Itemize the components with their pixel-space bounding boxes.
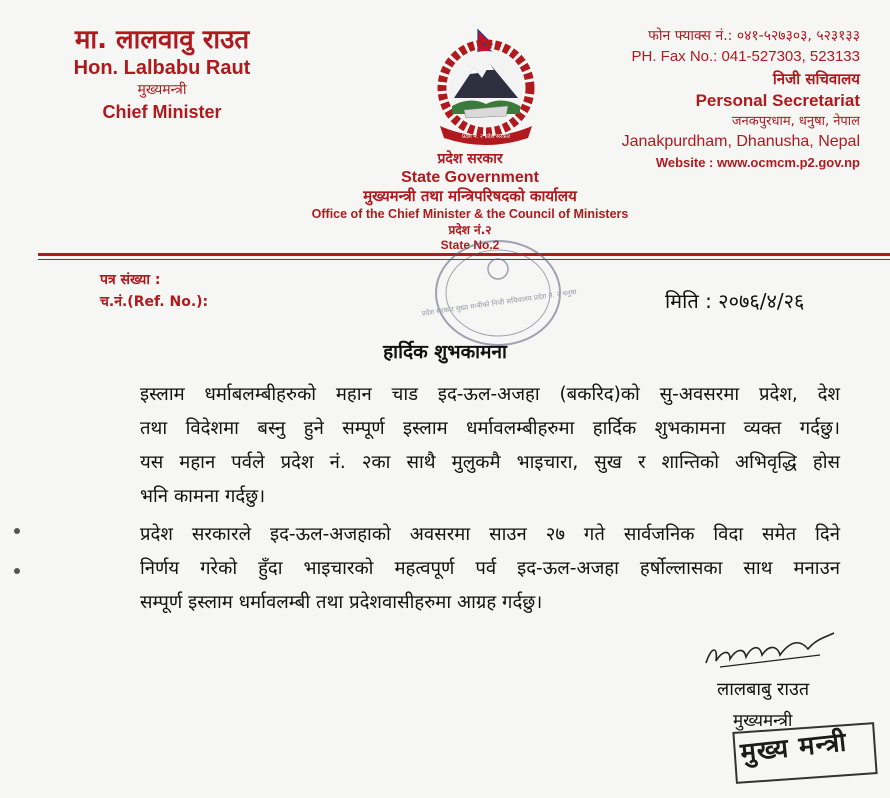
office-np: मुख्यमन्त्री तथा मन्त्रिपरिषदको कार्यालय — [363, 187, 577, 205]
website: Website : www.ocmcm.p2.gov.np — [655, 155, 860, 170]
body-paragraph-1 — [140, 378, 840, 514]
signer-title: मुख्यमन्त्री — [733, 711, 793, 731]
stamp-text: मुख्य मन्त्री — [738, 727, 849, 769]
paragraph-line: निर्णय गरेको हुँदा भाइचारको महत्वपूर्ण पर्व इद-ऊल-अजहा हर्षोल्लासका साथ मनाउन — [140, 558, 840, 579]
dept-np: निजी सचिवालय — [772, 70, 860, 88]
state-en: State No.2 — [440, 238, 500, 252]
signature-icon — [700, 625, 840, 675]
signer-name: लालबाबु राउत — [717, 679, 810, 700]
dept-en: Personal Secretariat — [695, 91, 860, 110]
body-paragraph-2 — [140, 518, 840, 620]
punch-hole — [14, 528, 20, 534]
emblem-banner-text: प्रदेश नं. २ प्रदेश सरकार — [461, 134, 511, 140]
nepal-emblem-icon — [426, 26, 546, 151]
minister-role-np: मुख्यमन्त्री — [137, 82, 187, 98]
office-en: Office of the Chief Minister & the Council of Ministers — [311, 207, 629, 221]
office-seal-icon — [421, 235, 578, 350]
paragraph-line: यस महान पर्वले प्रदेश नं. २का साथै मुलुकमै भाइचारा, सुख र शान्तिको अभिवृद्धि होस — [140, 452, 840, 473]
ref-no-label: च.नं.(Ref. No.): — [100, 294, 209, 310]
minister-name-en: Hon. Lalbabu Raut — [73, 57, 251, 79]
ref-label: पत्र संख्या : — [100, 272, 161, 288]
address-en: Janakpurdham, Dhanusha, Nepal — [621, 133, 860, 150]
letter-date: मिति : २०७६/४/२६ — [665, 289, 805, 313]
paragraph-line: इस्लाम धर्माबलम्बीहरुको महान चाड इद-ऊल-अजहा (बकरिद)को सु-अवसरमा प्रदेश, देश — [140, 384, 840, 405]
paragraph-line: प्रदेश सरकारले इद-ऊल-अजहाको अवसरमा साउन २७ गते सार्वजनिक विदा समेत दिने — [140, 524, 840, 545]
phone-np: फोन फ्याक्स नं.: ०४१-५२७३०३, ५२३१३३ — [648, 28, 860, 44]
header-left — [42, 24, 282, 124]
seal-text: प्रदेश सरकार मुख्य मन्त्रीको निजी सचिवालय प्रदेश नं. २ धनुषा — [421, 288, 578, 318]
minister-role-en: Chief Minister — [102, 102, 222, 122]
gov-en: State Government — [401, 169, 539, 186]
phone-en: PH. Fax No.: 041-527303, 523133 — [631, 48, 860, 65]
minister-name-np: मा. लालवावु राउत — [74, 25, 250, 55]
paragraph-line: तथा विदेशमा बस्नु हुने सम्पूर्ण इस्लाम धर्मावलम्बीहरुमा हार्दिक शुभकामना व्यक्त गर्दछु। — [140, 418, 840, 439]
paragraph-line: भनि कामना गर्दछु। — [140, 486, 266, 507]
letter-subject: हार्दिक शुभकामना — [383, 341, 507, 363]
state-np: प्रदेश नं.२ — [448, 223, 492, 237]
address-np: जनकपुरधाम, धनुषा, नेपाल — [731, 114, 860, 129]
punch-hole — [14, 568, 20, 574]
gov-np: प्रदेश सरकार — [437, 151, 503, 167]
paragraph-line: सम्पूर्ण इस्लाम धर्मावलम्बी तथा प्रदेशवासीहरुमा आग्रह गर्दछु। — [140, 592, 543, 613]
